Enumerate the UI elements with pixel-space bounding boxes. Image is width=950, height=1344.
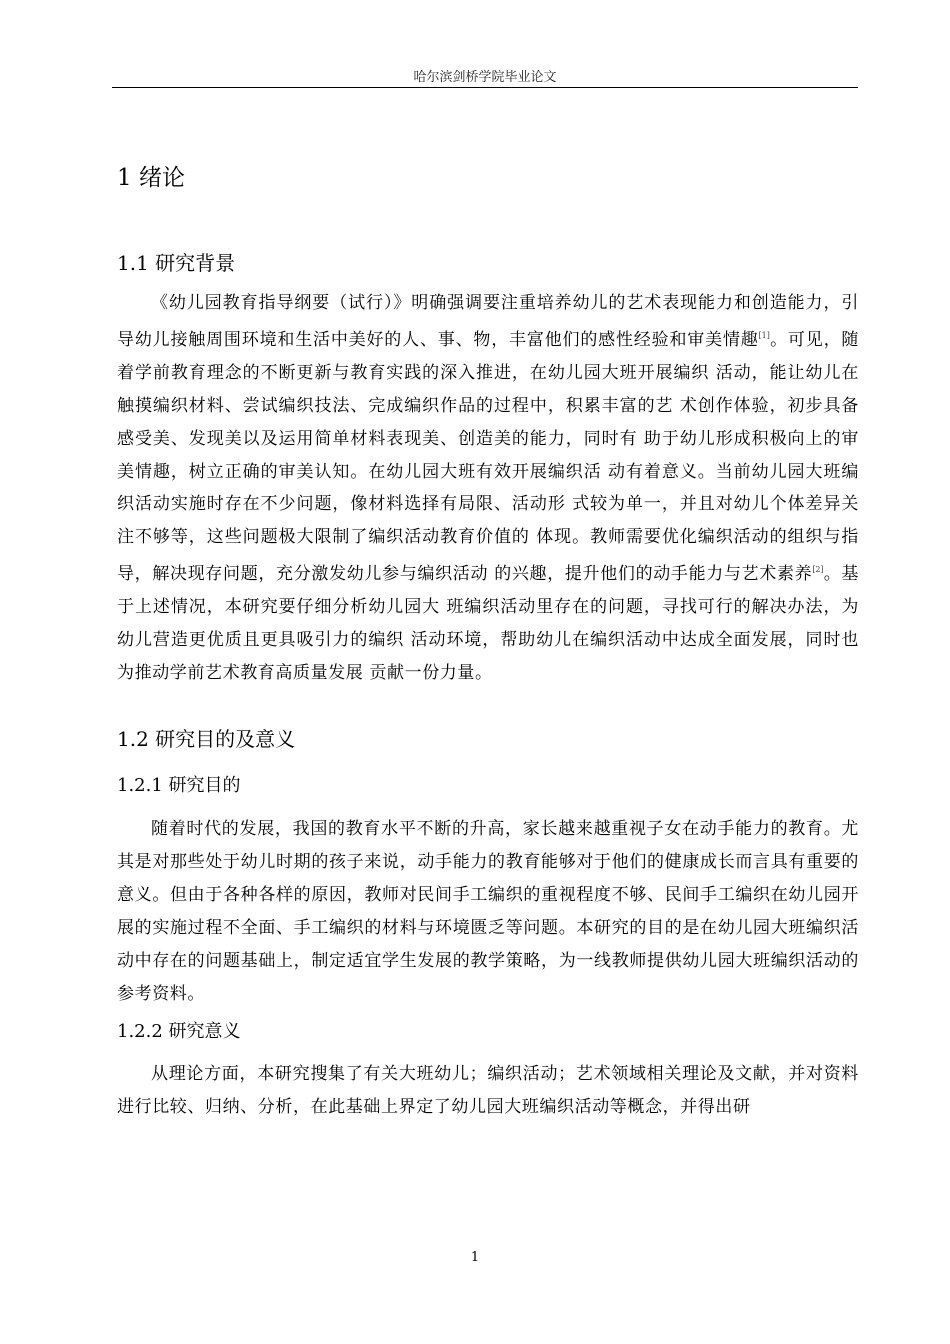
section-1-2-1-paragraph: 随着时代的发展，我国的教育水平不断的升高，家长越来越重视子女在动手能力的教育。尤其是对那些处于幼儿时期的孩子来说，动手能力的教育能够对于他们的健康成长而言具有重要的意义。但由于各种各样的原因，教师对民间手工编织的重视程度不够、民间手工编织在幼儿园开展的实施过程不全面、手工编织的材料与环境匮乏等问题。本研究的目的是在幼儿园大班编织活动中存在的问题基础上，制定适宜学生发展的教学策略，为一线教师提供幼儿园大班编织活动的参考资料。 xyxy=(117,819,859,1004)
paragraph-text: 《幼儿园教育指导纲要（试行）》明确强调要注重培养幼儿的艺术表现能力和创造能力，引导幼儿接触周围环境和生活中美好的人、事、物，丰富他们的感性经验和审美情趣 xyxy=(117,293,859,350)
section-1-1-paragraph xyxy=(117,287,859,690)
paragraph-text: 。基于上述情况，本研究要仔细分析幼儿园大 班编织活动里存在的问题，寻找可行的解决办法，为幼儿营造更优质且更具吸引力的编织 活动环境，帮助幼儿在编织活动中达成全面发展，同时也为推动学前艺术教育高质量发展 贡献一份力量。 xyxy=(117,564,860,683)
page-number: 1 xyxy=(470,1250,480,1265)
section-1-1-title: 1.1 研究背景 xyxy=(117,251,236,275)
section-1-2-2-title: 1.2.2 研究意义 xyxy=(117,1021,241,1042)
section-1-2-title: 1.2 研究目的及意义 xyxy=(117,727,296,751)
citation-ref: [2] xyxy=(812,565,824,575)
section-1-2-1-title: 1.2.1 研究目的 xyxy=(117,775,241,796)
chapter-title: 1 绪论 xyxy=(117,165,185,191)
running-header: 哈尔滨剑桥学院毕业论文 xyxy=(413,70,557,85)
paragraph-text: 。可见，随着学前教育理念的不断更新与教育实践的深入推进，在幼儿园大班开展编织 活动，能让幼儿在触摸编织材料、尝试编织技法、完成编织作品的过程中，积累丰富的艺 术创作体验，初步具备感受美、发现美以及运用简单材料表现美、创造美的能力，同时有 助于幼儿形成积极向上的审美情趣，树立正确的审美认知。在幼儿园大班有效开展编织活 动有着意义。当前幼儿园大班编织活动实施时存在不少问题，像材料选择有局限、活动形 式较为单一，并且对幼儿个体差异关注不够等，这些问题极大限制了编织活动教育价值的 体现。教师需要优化编织活动的组织与指导，解决现存问题，充分激发幼儿参与编织活动 的兴趣，提升他们的动手能力与艺术素养 xyxy=(117,329,859,585)
citation-ref: [1] xyxy=(758,330,770,340)
header-rule xyxy=(112,87,858,88)
section-1-2-2-paragraph: 从理论方面，本研究搜集了有关大班幼儿；编织活动；艺术领域相关理论及文献，并对资料进行比较、归纳、分析，在此基础上界定了幼儿园大班编织活动等概念，并得出研 xyxy=(117,1064,859,1117)
